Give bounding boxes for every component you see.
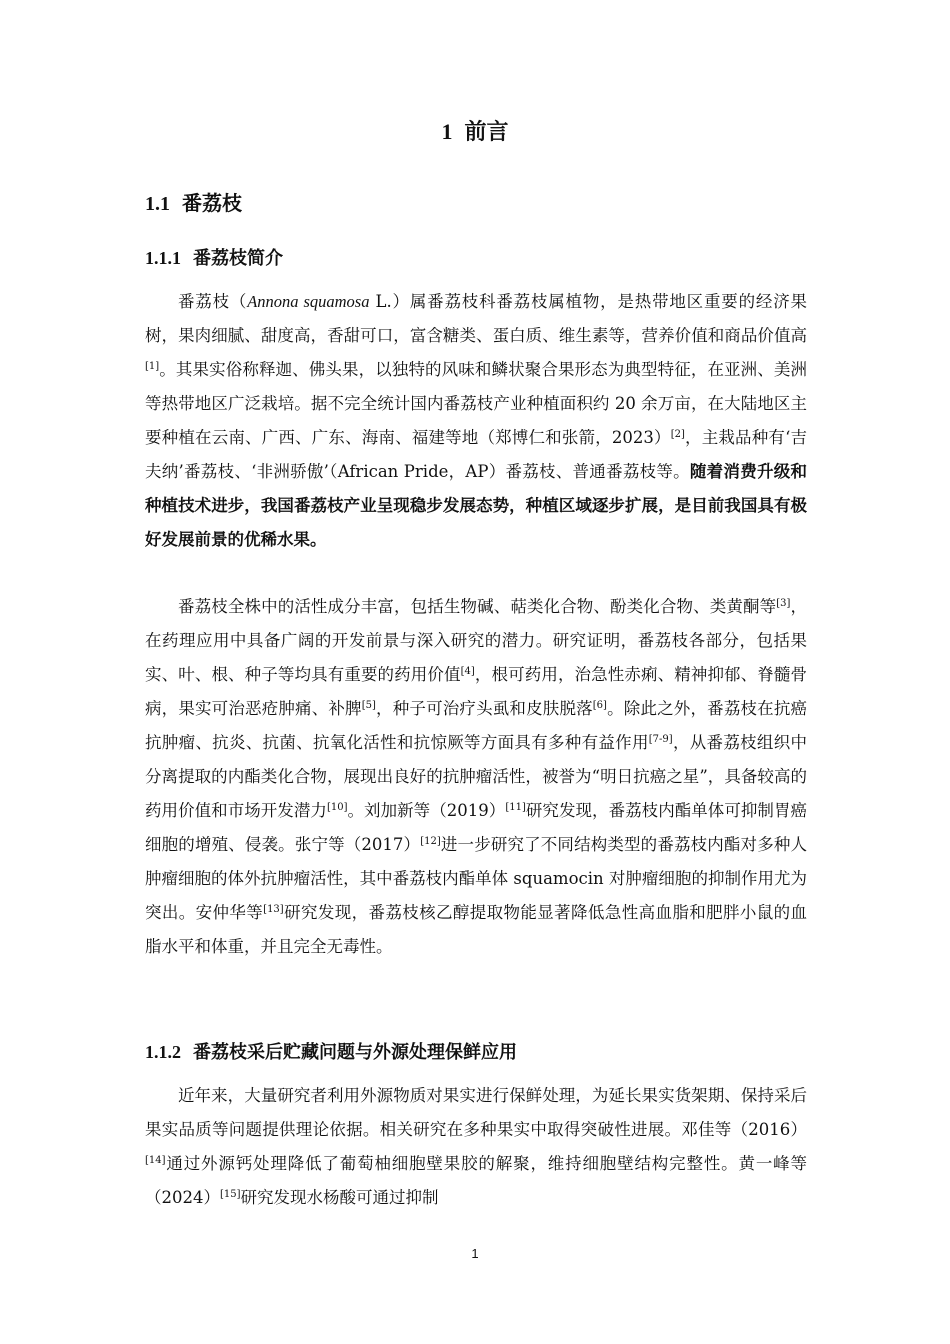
- text-run: 番荔枝全株中的活性成分丰富，包括生物碱、萜类化合物、酚类化合物、类黄酮等: [178, 597, 777, 616]
- text-run: 。刘加新等（2019）: [347, 801, 506, 820]
- chapter-heading: [0, 115, 950, 150]
- subsection-title: 番荔枝简介: [193, 248, 283, 269]
- citation: [13]: [263, 904, 284, 915]
- subsection-number: 1.1.2: [145, 1042, 181, 1062]
- citation: [6]: [592, 700, 607, 711]
- text-run: ，种子可治疗头虱和皮肤脱落: [375, 699, 593, 718]
- text-run: ，根可药用，治急性赤痢、精神抑郁、脊髓骨病，果实可治恶疮肿痛、补脾: [145, 665, 808, 718]
- citation: [12]: [420, 836, 441, 847]
- citation: [5]: [361, 700, 376, 711]
- citation: [14]: [145, 1155, 166, 1166]
- citation: [11]: [505, 802, 526, 813]
- text-run: 研究发现，番荔枝核乙醇提取物能显著降低急性高血脂和肥胖小鼠的血脂水平和体重，并且完全无毒性。: [145, 903, 808, 956]
- section-title: 番荔枝: [182, 191, 242, 215]
- paragraph-intro: [145, 285, 807, 557]
- citation: [3]: [776, 598, 791, 609]
- text-run: 近年来，大量研究者利用外源物质对果实进行保鲜处理，为延长果实货架期、保持采后果实品质等问题提供理论依据。相关研究在多种果实中取得突破性进展。邓佳等（2016）: [145, 1086, 807, 1139]
- page-number: 1: [471, 1246, 479, 1261]
- citation: [2]: [670, 429, 685, 440]
- citation: [7-9]: [648, 734, 673, 745]
- text-run: 研究发现，番荔枝内酯单体可抑制胃癌细胞的增殖、侵袭。张宁等（2017）: [145, 801, 808, 854]
- bold-text: 随着消费升级和种植技术进步，我国番荔枝产业呈现稳步发展态势，种植区域逐步扩展，是目前我国具有极好发展前景的优稀水果。: [145, 462, 807, 549]
- citation: [1]: [145, 361, 160, 372]
- text-run: 番荔枝（: [178, 292, 248, 311]
- section-heading: [145, 187, 242, 220]
- text-run: ，从番荔枝组织中分离提取的内酯类化合物，展现出良好的抗肿瘤活性，被誉为“明日抗癌之星”，具备较高的药用价值和市场开发潜力: [145, 733, 808, 820]
- chapter-number: 1: [441, 119, 453, 144]
- text-run: 进一步研究了不同结构类型的番荔枝内酯对多种人肿瘤细胞的体外抗肿瘤活性，其中番荔枝内酯单体 squamocin 对肿瘤细胞的抑制作用尤为突出。安仲华等: [145, 835, 808, 922]
- text-run: L.）属番荔枝科番荔枝属植物，是热带地区重要的经济果树，果肉细腻、甜度高，香甜可口，富含糖类、蛋白质、维生素等，营养价值和商品价值高: [145, 292, 807, 345]
- subsection-heading-2: [145, 1037, 517, 1068]
- latin-name: Annona squamosa: [247, 292, 370, 311]
- text-run: 研究发现水杨酸可通过抑制: [240, 1188, 439, 1207]
- citation: [15]: [220, 1189, 241, 1200]
- subsection-title: 番荔枝采后贮藏问题与外源处理保鲜应用: [193, 1042, 517, 1063]
- chapter-title: 前言: [464, 120, 509, 145]
- paragraph-preservation: [145, 1079, 807, 1215]
- text-run: 。其果实俗称释迦、佛头果，以独特的风味和鳞状聚合果形态为典型特征，在亚洲、美洲等热带地区广泛栽培。据不完全统计国内番荔枝产业种植面积约 20 余万亩，在大陆地区主要种植在云南、广西、广东、海南、福建等地（郑博仁和张箭，2023）: [145, 360, 807, 447]
- citation: [10]: [326, 802, 348, 813]
- citation: [4]: [460, 666, 475, 677]
- text-run: ，在药理应用中具备广阔的开发前景与深入研究的潜力。研究证明，番荔枝各部分，包括果实、叶、根、种子等均具有重要的药用价值: [145, 597, 808, 684]
- text-run: ，主栽品种有‘吉夫纳’番荔枝、‘非洲骄傲’（African Pride，AP）番荔枝、普通番荔枝等。: [145, 428, 807, 481]
- section-number: 1.1: [145, 193, 170, 215]
- subsection-heading-1: [145, 243, 283, 274]
- text-run: 通过外源钙处理降低了葡萄柚细胞壁果胶的解聚，维持细胞壁结构完整性。黄一峰等（2024）: [145, 1154, 807, 1207]
- subsection-number: 1.1.1: [145, 248, 181, 268]
- paragraph-bioactivity: [145, 590, 807, 964]
- text-run: 。除此之外，番荔枝在抗癌抗肿瘤、抗炎、抗菌、抗氧化活性和抗惊厥等方面具有多种有益作用: [145, 699, 808, 752]
